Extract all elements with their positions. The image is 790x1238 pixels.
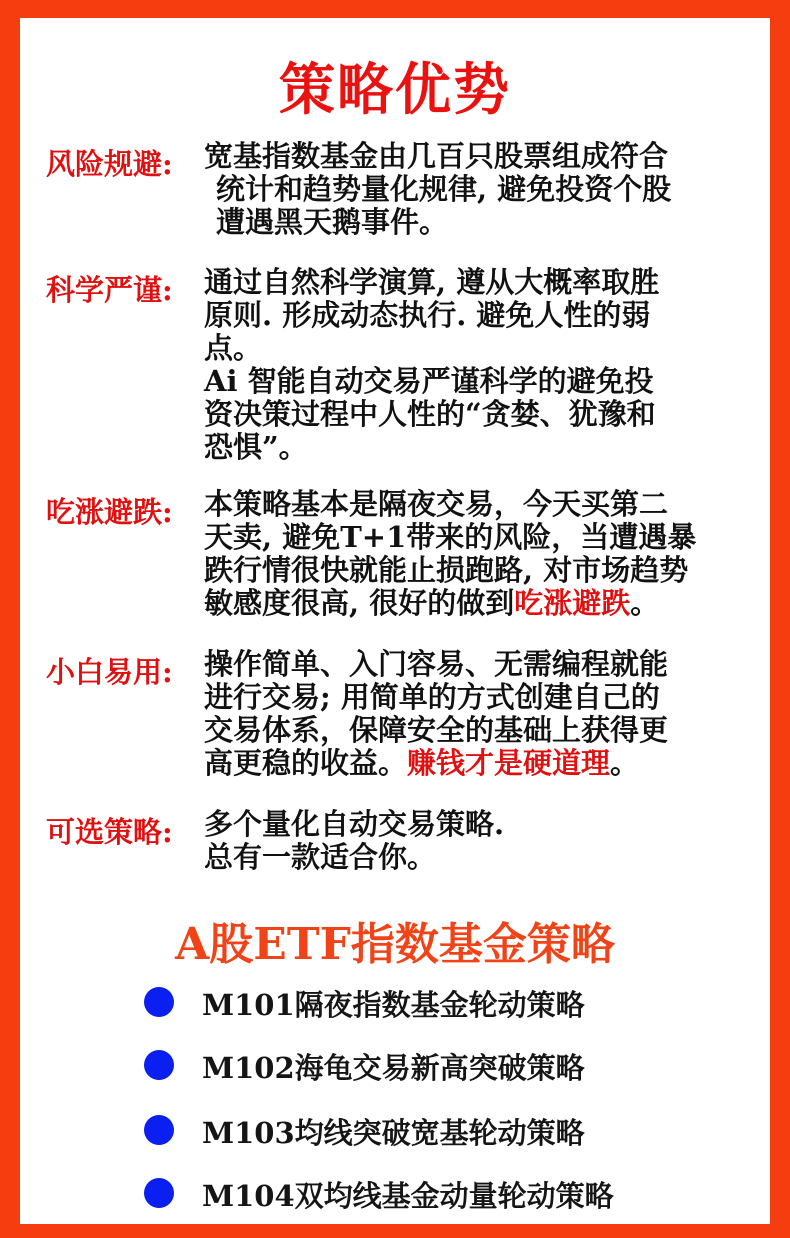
advantage-body-risk — [204, 140, 671, 239]
advantage-label-science: 科学严谨: — [46, 273, 173, 307]
advantage-line: 总有一款适合你。 — [204, 840, 437, 874]
advantage-line: 原则. 形成动态执行. 避免人性的弱 — [204, 298, 651, 332]
strategy-section-title: A股ETF指数基金策略 — [175, 919, 615, 970]
strategy-item — [144, 1111, 704, 1151]
advantage-body-trend — [204, 488, 696, 620]
advantage-body-easy — [204, 648, 668, 780]
advantage-label-risk: 风险规避: — [46, 147, 173, 181]
advantage-line: 天卖, 避免T+1带来的风险，当遭遇暴 — [204, 520, 697, 554]
advantage-line: 宽基指数基金由几百只股票组成符合 — [204, 139, 669, 173]
strategy-label: M104双均线基金动量轮动策略 — [202, 1179, 614, 1213]
highlight-text: 赚钱才是硬道理 — [407, 746, 611, 780]
advantage-line: Ai 智能自动交易严谨科学的避免投 — [204, 364, 654, 398]
bullet-dot-icon — [144, 1178, 174, 1208]
bullet-dot-icon — [144, 1050, 174, 1080]
content-panel — [20, 18, 770, 1224]
advantage-line: 跌行情很快就能止损跑路, 对市场趋势 — [204, 553, 689, 587]
advantage-line: 本策略基本是隔夜交易，今天买第二 — [204, 487, 669, 521]
advantage-label-trend: 吃涨避跌: — [46, 495, 173, 529]
strategy-item — [144, 1174, 704, 1214]
advantage-line: 通过自然科学演算, 遵从大概率取胜 — [204, 265, 660, 299]
advantage-label-options: 可选策略: — [46, 815, 173, 849]
advantage-text: 敏感度很高, 很好的做到 — [204, 586, 515, 620]
advantage-line: 点。 — [204, 331, 263, 365]
advantage-line: 资决策过程中人性的“贪婪、犹豫和 — [204, 397, 656, 431]
advantage-line: 遭遇黑天鹅事件。 — [216, 205, 449, 239]
strategy-item — [144, 983, 704, 1023]
strategy-item — [144, 1046, 704, 1086]
strategy-label: M101隔夜指数基金轮动策略 — [202, 988, 585, 1022]
advantage-line: 多个量化自动交易策略. — [204, 807, 505, 841]
advantage-line: 恐惧”。 — [204, 430, 308, 464]
advantage-line: 统计和趋势量化规律, 避免投资个股 — [216, 172, 672, 206]
bullet-dot-icon — [144, 987, 174, 1017]
strategy-label: M103均线突破宽基轮动策略 — [202, 1116, 585, 1150]
highlight-text: 吃涨避跌 — [514, 586, 631, 620]
advantage-text: 。 — [610, 746, 640, 780]
advantage-label-easy: 小白易用: — [46, 655, 173, 689]
advantage-line: 进行交易; 用简单的方式创建自己的 — [204, 680, 660, 714]
advantage-body-options — [204, 808, 504, 874]
advantage-line — [204, 587, 696, 620]
page-title: 策略优势 — [279, 57, 511, 123]
bullet-dot-icon — [144, 1115, 174, 1145]
advantage-line: 交易体系，保障安全的基础上获得更 — [204, 713, 669, 747]
advantage-text: 。 — [630, 586, 660, 620]
advantage-body-science — [204, 266, 659, 464]
strategy-label: M102海龟交易新高突破策略 — [202, 1051, 585, 1085]
advantage-text: 高更稳的收益。 — [204, 746, 408, 780]
advantage-line: 操作简单、入门容易、无需编程就能 — [204, 647, 669, 681]
advantage-line — [204, 747, 668, 780]
